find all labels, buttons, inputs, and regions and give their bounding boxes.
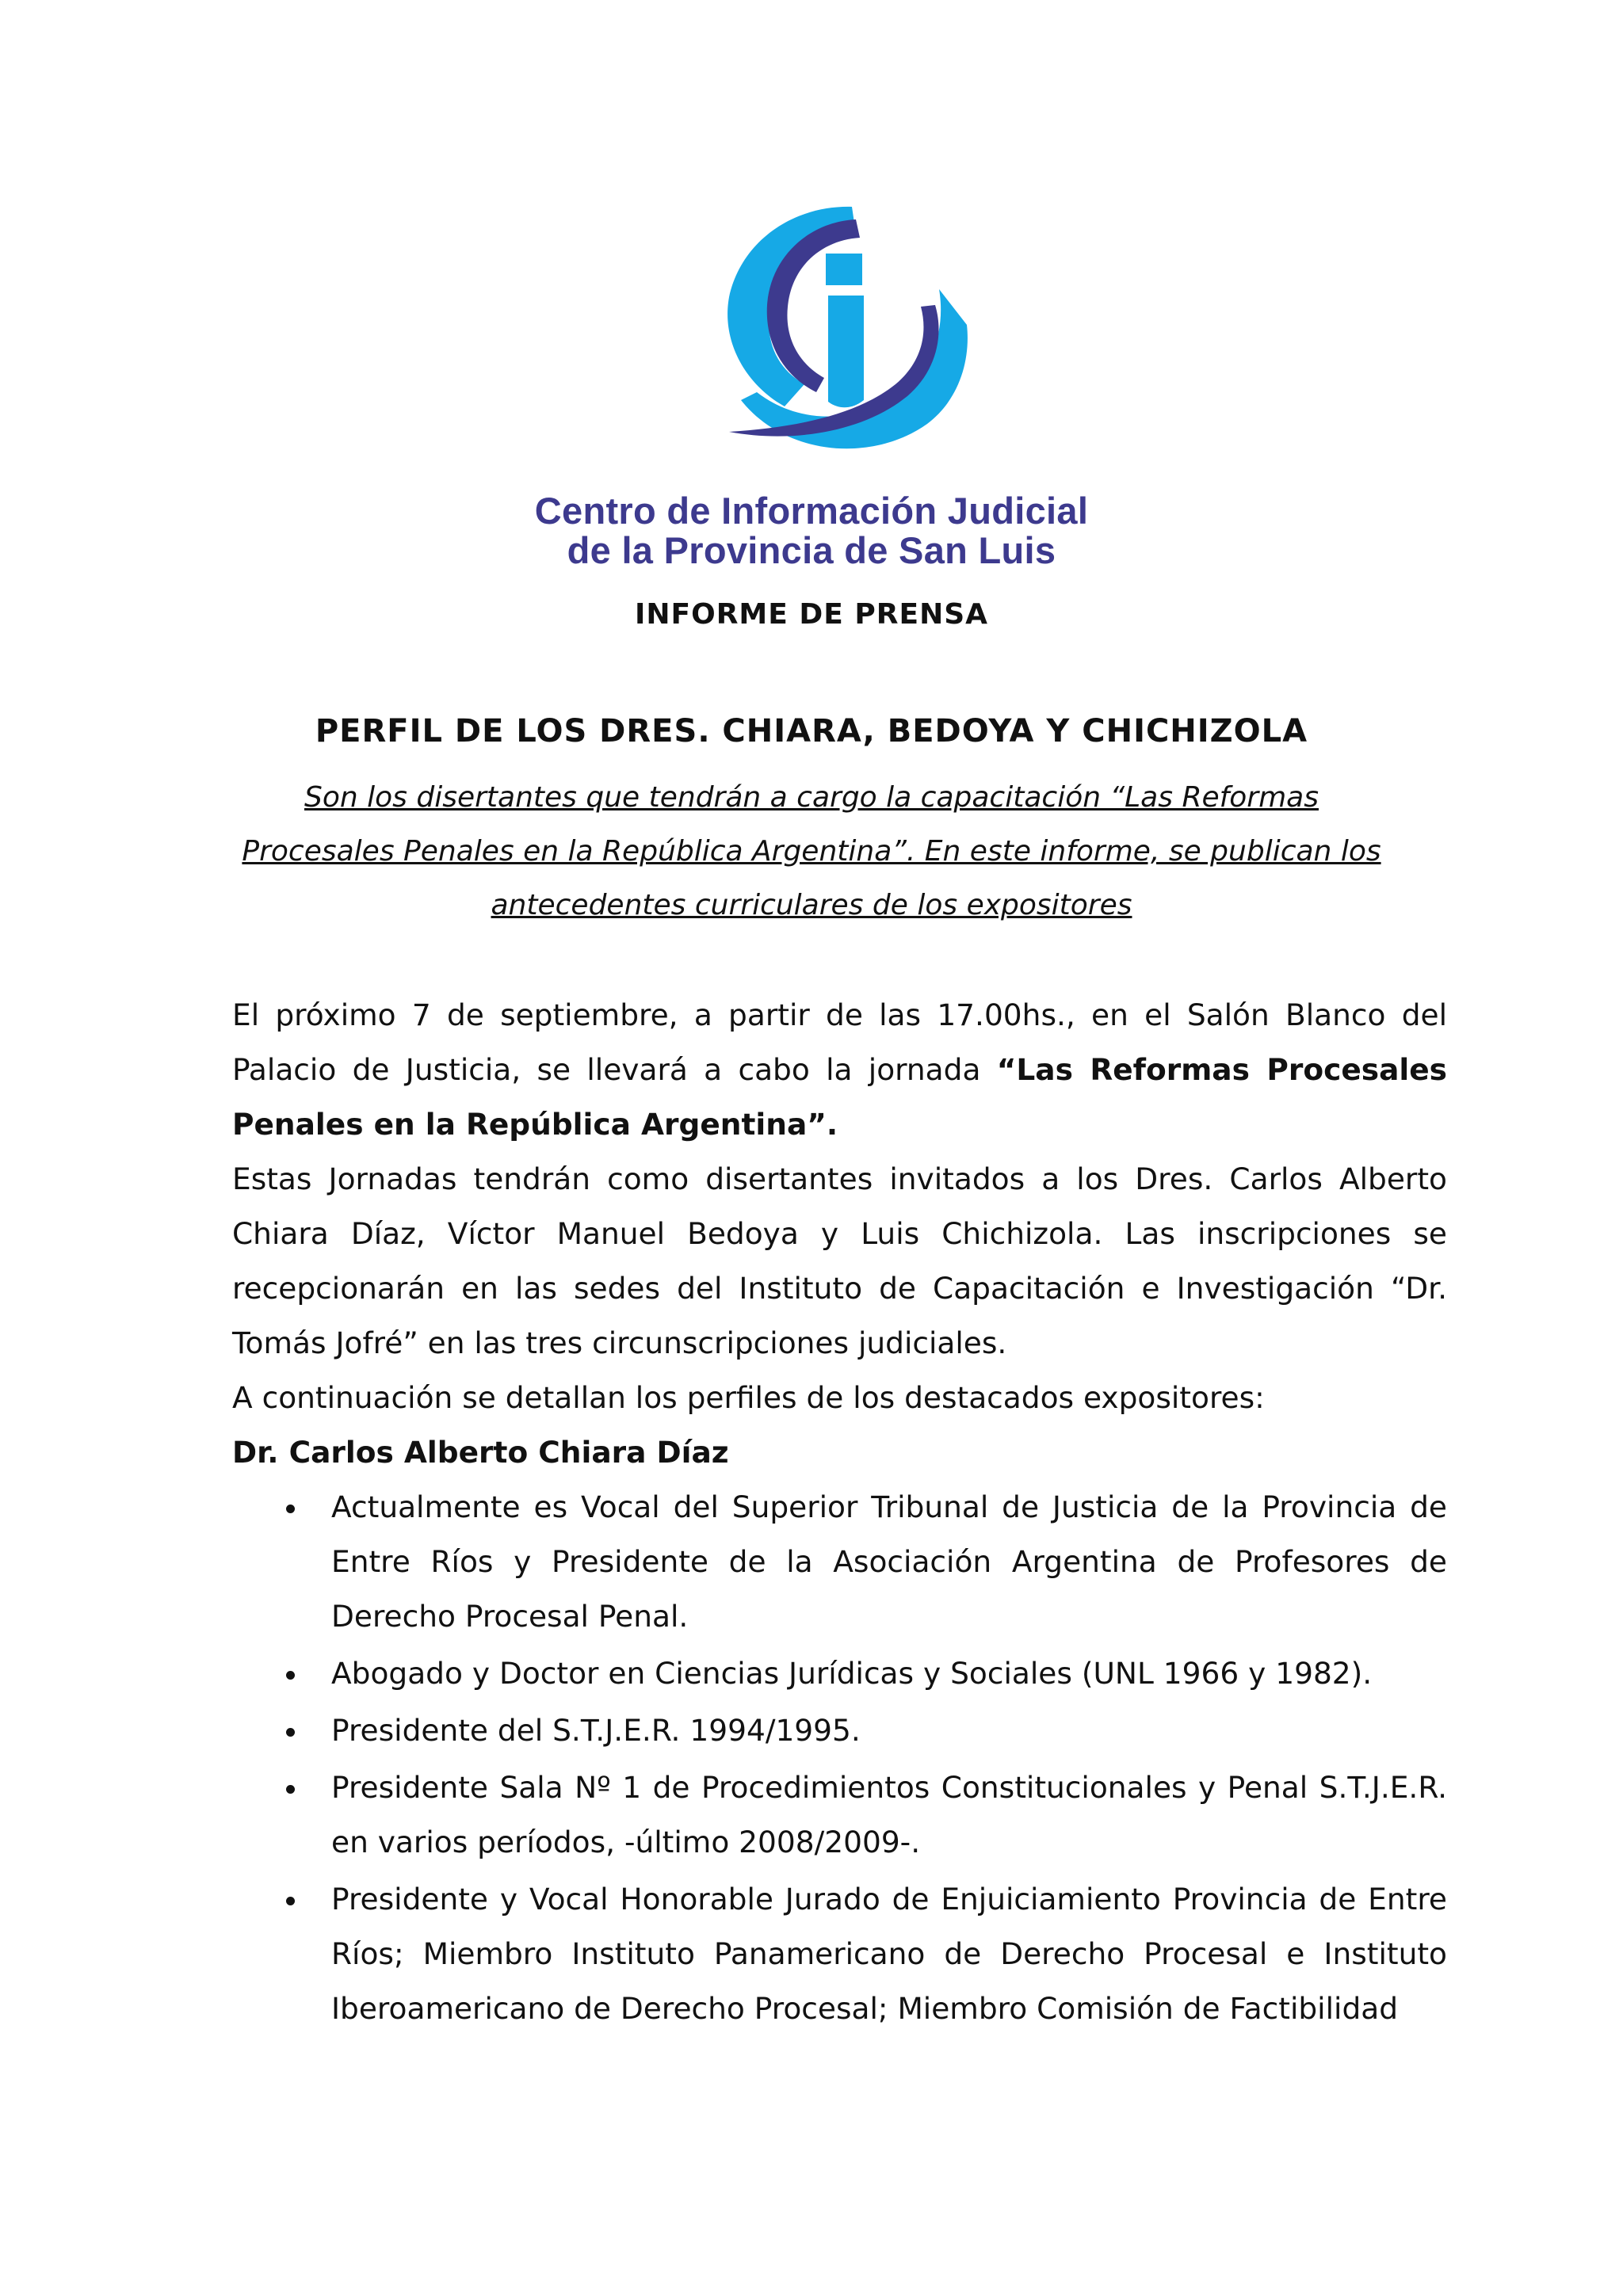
paragraph-transition: A continuación se detallan los perfiles de los destacados expositores: — [232, 1380, 1265, 1415]
list-item — [232, 1872, 1447, 2036]
bullet-text: Presidente del S.T.J.E.R. 1994/1995. — [331, 1713, 861, 1748]
list-item — [232, 1703, 1447, 1758]
page-title: PERFIL DE LOS DRES. CHIARA, BEDOYA Y CHICHIZOLA — [315, 713, 1308, 749]
press-label: INFORME DE PRENSA — [634, 598, 988, 631]
logo-line-2: de la Provincia de San Luis — [567, 529, 1056, 571]
list-item — [232, 1760, 1447, 1870]
logo-wordmark — [0, 491, 1623, 570]
page-subtitle: Son los disertantes que tendrán a cargo la capacitación “Las Reformas Procesales Penales en la República Argentina”. En este informe, se publican los antecedentes curriculares de los expositores — [242, 781, 1381, 921]
bullet-icon — [286, 1728, 295, 1737]
cij-logo-emblem — [697, 202, 983, 487]
intro-text: El próximo 7 de septiembre, a partir de las 17.00hs., en el Salón Blanco del Palacio de Justicia, se llevará a cabo la jornada — [232, 997, 1447, 1087]
bullet-text: Abogado y Doctor en Ciencias Jurídicas y Sociales (UNL 1966 y 1982). — [331, 1656, 1373, 1691]
logo-line-1: Centro de Información Judicial — [534, 490, 1089, 532]
document-body — [232, 988, 1447, 2039]
list-item — [232, 1480, 1447, 1644]
profile-heading: Dr. Carlos Alberto Chiara Díaz — [232, 1435, 729, 1470]
list-item — [232, 1646, 1447, 1701]
event-title: “Las Reformas Procesales Penales en la República Argentina”. — [232, 1052, 1448, 1142]
bullet-text: Presidente Sala Nº 1 de Procedimientos Constitucionales y Penal S.T.J.E.R. en varios períodos, -último 2008/2009-. — [331, 1770, 1447, 1859]
bullet-text: Presidente y Vocal Honorable Jurado de Enjuiciamiento Provincia de Entre Ríos; Miembro Instituto Panamericano de Derecho Procesal e Instituto Iberoamericano de Derecho Procesal; Miembro Comisión de Factibilidad — [331, 1882, 1447, 2026]
bullet-icon — [286, 1671, 295, 1680]
bullet-text: Actualmente es Vocal del Superior Tribunal de Justicia de la Provincia de Entre Ríos y Presidente de la Asociación Argentina de Profesores de Derecho Procesal Penal. — [331, 1489, 1447, 1634]
paragraph-intro — [232, 988, 1447, 1152]
bullet-icon — [286, 1897, 295, 1905]
paragraph-speakers: Estas Jornadas tendrán como disertantes invitados a los Dres. Carlos Alberto Chiara Díaz, Víctor Manuel Bedoya y Luis Chichizola. Las inscripciones se recepcionarán en las sedes del Instituto de Capacitación e Investigación “Dr. Tomás Jofré” en las tres circunscripciones judiciales. — [232, 1161, 1447, 1360]
bullet-icon — [286, 1505, 295, 1513]
profile-bullet-list — [232, 1480, 1447, 2036]
bullet-icon — [286, 1785, 295, 1794]
